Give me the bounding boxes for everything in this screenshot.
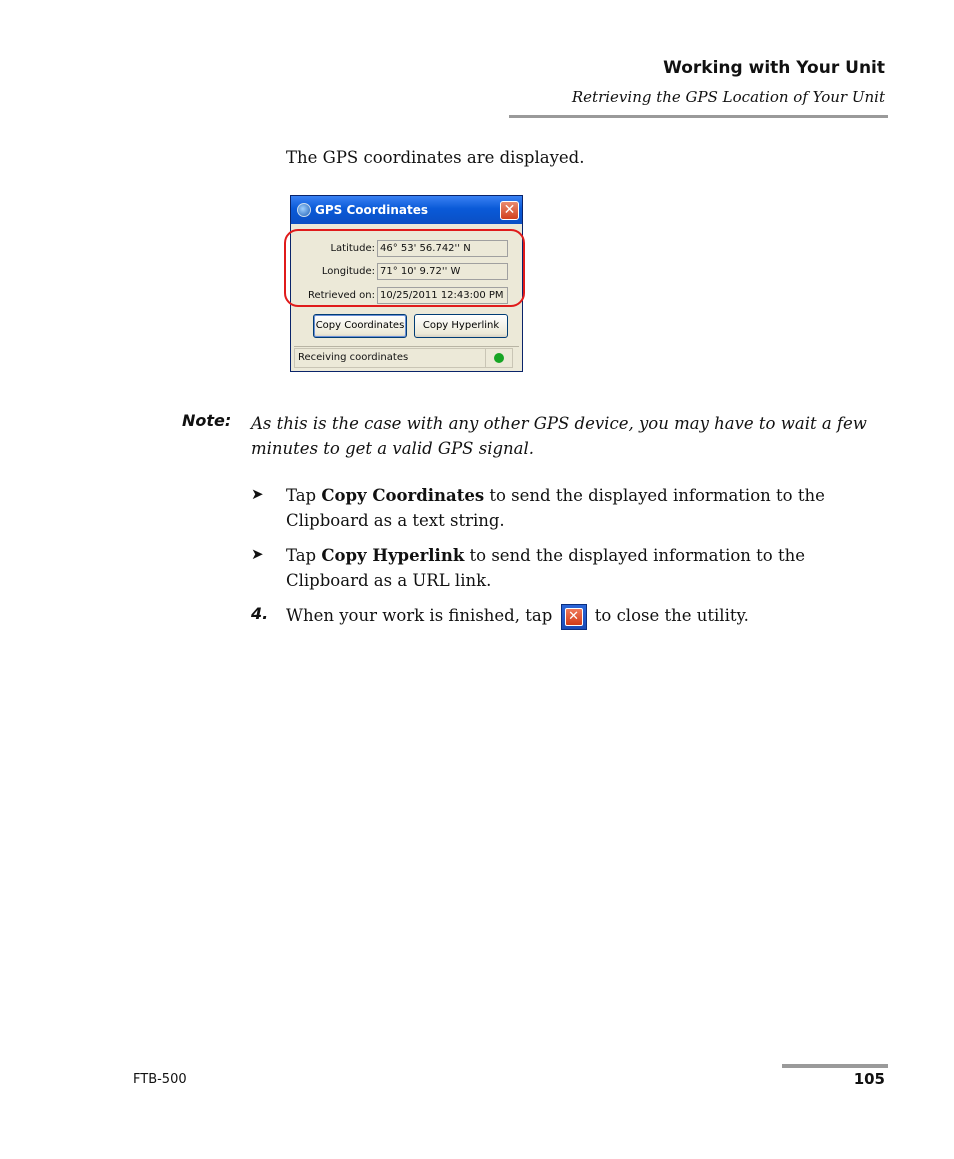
footer-divider xyxy=(782,1064,888,1068)
header-divider xyxy=(509,115,888,118)
globe-icon xyxy=(297,203,311,217)
step-text-after: to close the utility. xyxy=(589,606,749,625)
status-indicator xyxy=(485,348,513,368)
bullet-prefix: Tap xyxy=(286,486,322,505)
latitude-row xyxy=(291,240,508,257)
running-header-title: Working with Your Unit xyxy=(663,58,885,78)
bullet-arrow-icon: ➤ xyxy=(251,545,264,563)
bullet-suffix: to send the displayed information to the Clipboard as a text string. xyxy=(286,486,825,530)
resize-grip-icon[interactable] xyxy=(513,349,519,367)
bullet-suffix: to send the displayed information to the Clipboard as a URL link. xyxy=(286,546,805,590)
bullet-copy-hyperlink xyxy=(286,543,866,593)
copy-hyperlink-button[interactable]: Copy Hyperlink xyxy=(414,314,508,338)
note-text: As this is the case with any other GPS device, you may have to wait a few minutes to get a valid GPS signal. xyxy=(251,414,867,458)
dialog-titlebar[interactable] xyxy=(291,196,522,224)
bullet-arrow-icon: ➤ xyxy=(251,485,264,503)
latitude-field[interactable]: 46° 53' 56.742'' N xyxy=(377,240,508,257)
step-number: 4. xyxy=(251,604,269,623)
dialog-body xyxy=(291,224,522,344)
latitude-label: Latitude: xyxy=(330,243,375,254)
dialog-title: GPS Coordinates xyxy=(315,203,429,217)
bullet-keyword: Copy Coordinates xyxy=(321,486,485,505)
step-text xyxy=(286,603,866,630)
copy-coordinates-button[interactable]: Copy Coordinates xyxy=(313,314,407,338)
status-text: Receiving coordinates xyxy=(294,348,485,368)
bullet-copy-coordinates xyxy=(286,483,866,533)
longitude-row xyxy=(291,263,508,280)
status-bar xyxy=(294,346,519,368)
note-label: Note: xyxy=(182,411,232,430)
status-led-icon xyxy=(494,353,504,363)
running-header-subtitle: Retrieving the GPS Location of Your Unit xyxy=(571,88,885,106)
retrieved-on-field[interactable]: 10/25/2011 12:43:00 PM xyxy=(377,287,508,304)
bullet-prefix: Tap xyxy=(286,546,322,565)
intro-paragraph: The GPS coordinates are displayed. xyxy=(286,148,585,167)
longitude-field[interactable]: 71° 10' 9.72'' W xyxy=(377,263,508,280)
footer-product: FTB-500 xyxy=(133,1072,187,1087)
retrieved-on-label: Retrieved on: xyxy=(307,290,375,301)
retrieved-on-row xyxy=(291,287,508,304)
step-text-before: When your work is finished, tap xyxy=(286,606,558,625)
close-button[interactable]: ✕ xyxy=(500,201,519,220)
close-icon: ✕ xyxy=(561,604,587,630)
gps-coordinates-dialog xyxy=(290,195,523,372)
page-number: 105 xyxy=(853,1070,885,1088)
longitude-label: Longitude: xyxy=(321,266,375,277)
bullet-keyword: Copy Hyperlink xyxy=(321,546,465,565)
